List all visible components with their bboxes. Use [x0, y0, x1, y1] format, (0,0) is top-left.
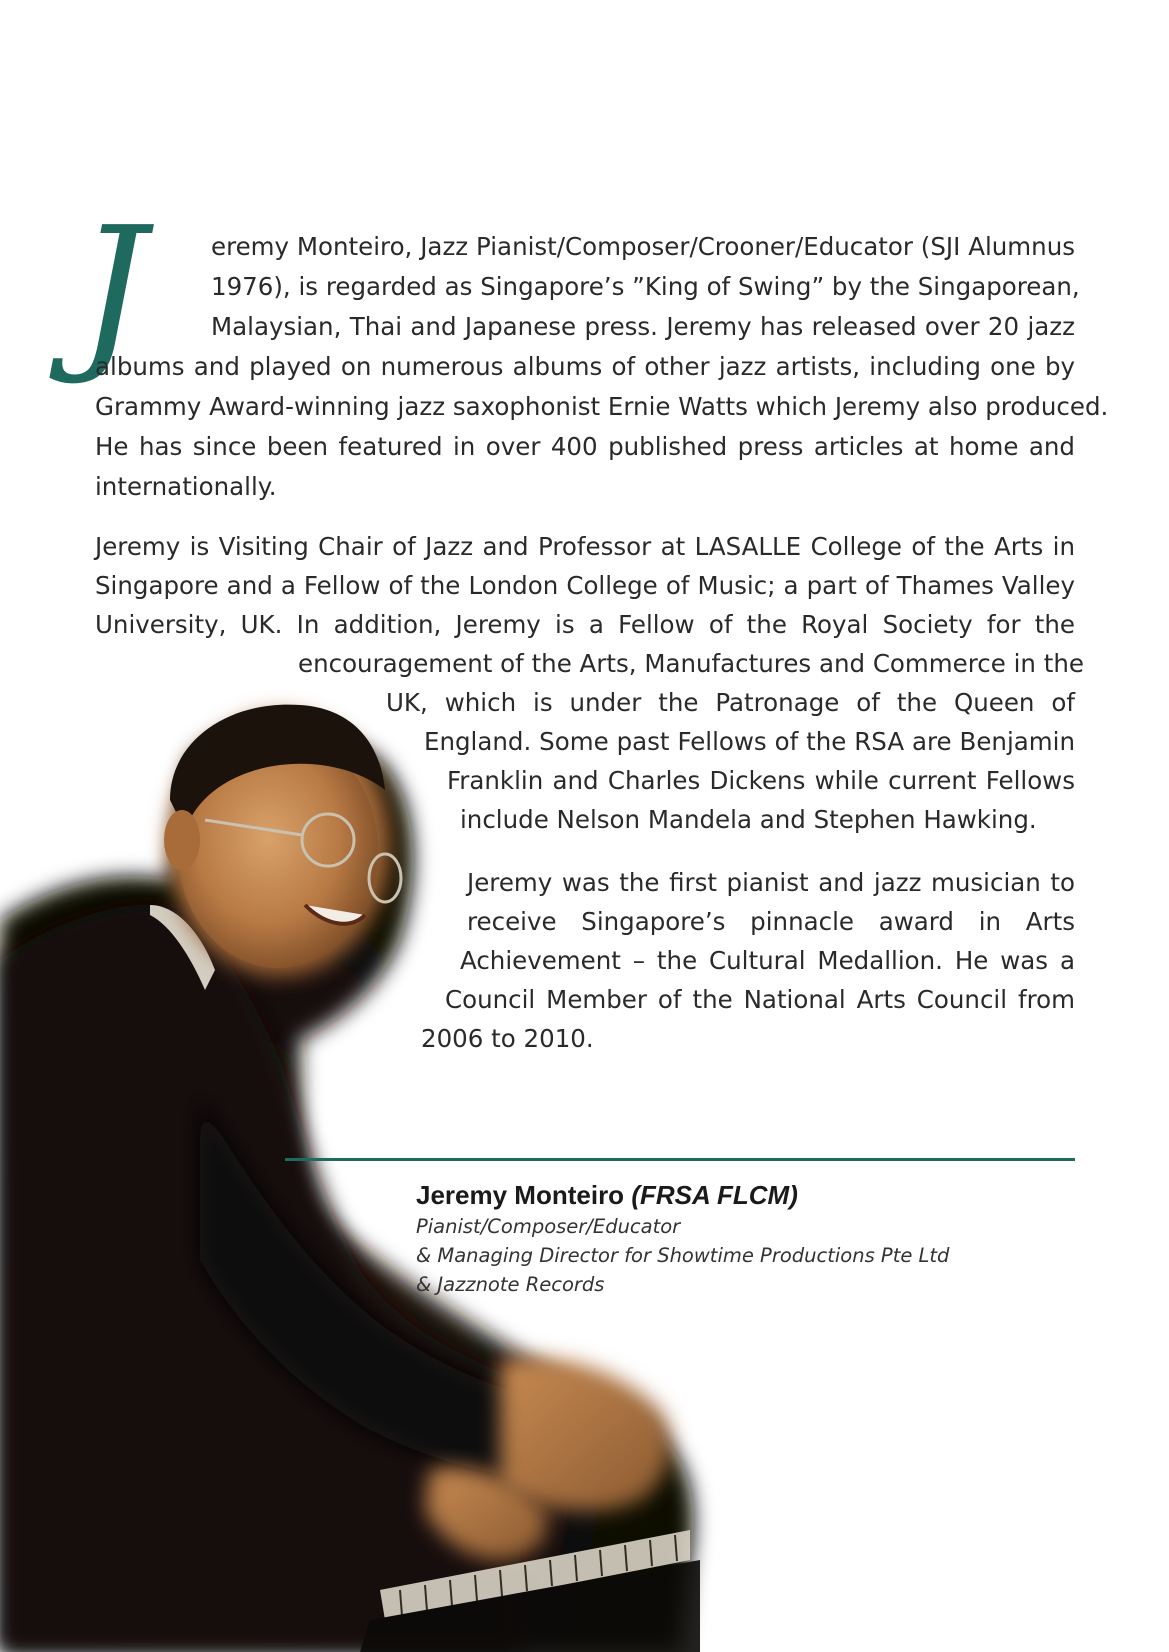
para2-line-1: Jeremy is Visiting Chair of Jazz and Professor at LASALLE College of the Arts in: [95, 532, 1075, 561]
para1-line-6: He has since been featured in over 400 published press articles at home and: [95, 432, 1075, 461]
para3-line-1: Jeremy was the first pianist and jazz musician to: [467, 868, 1075, 897]
signature-name: Jeremy Monteiro: [416, 1180, 625, 1210]
para2-line-2: Singapore and a Fellow of the London College of Music; a part of Thames Valley: [95, 571, 1075, 600]
para1-line-2: 1976), is regarded as Singapore’s ”King of Swing” by the Singaporean,: [211, 272, 1080, 301]
signature-title-1: Pianist/Composer/Educator: [416, 1215, 681, 1238]
para1-line-4: albums and played on numerous albums of other jazz artists, including one by: [95, 352, 1075, 381]
signature-title-2: & Managing Director for Showtime Productions Pte Ltd: [416, 1244, 950, 1267]
para2-line-7: Franklin and Charles Dickens while current Fellows: [447, 766, 1075, 795]
signature-name-line: [416, 1180, 798, 1211]
para2-line-5: UK, which is under the Patronage of the Queen of: [386, 688, 1075, 717]
para1-line-5: Grammy Award-winning jazz saxophonist Ernie Watts which Jeremy also produced.: [95, 392, 1109, 421]
para3-line-3: Achievement – the Cultural Medallion. He was a: [460, 946, 1075, 975]
para2-line-6: England. Some past Fellows of the RSA are Benjamin: [424, 727, 1075, 756]
para2-line-8: include Nelson Mandela and Stephen Hawking.: [460, 805, 1037, 834]
para2-line-4: encouragement of the Arts, Manufactures and Commerce in the: [298, 649, 1084, 678]
para3-line-4: Council Member of the National Arts Council from: [445, 985, 1075, 1014]
para2-line-3: University, UK. In addition, Jeremy is a Fellow of the Royal Society for the: [95, 610, 1075, 639]
para1-line-7: internationally.: [95, 472, 277, 501]
signature-credentials: (FRSA FLCM): [631, 1180, 798, 1210]
para3-line-2: receive Singapore’s pinnacle award in Arts: [467, 907, 1075, 936]
para1-line-3: Malaysian, Thai and Japanese press. Jeremy has released over 20 jazz: [211, 312, 1075, 341]
para3-line-5: 2006 to 2010.: [421, 1024, 594, 1053]
signature-divider: [285, 1158, 1075, 1161]
drop-cap: J: [78, 191, 147, 389]
para1-line-1: eremy Monteiro, Jazz Pianist/Composer/Crooner/Educator (SJI Alumnus: [211, 232, 1075, 261]
signature-title-3: & Jazznote Records: [416, 1273, 605, 1296]
